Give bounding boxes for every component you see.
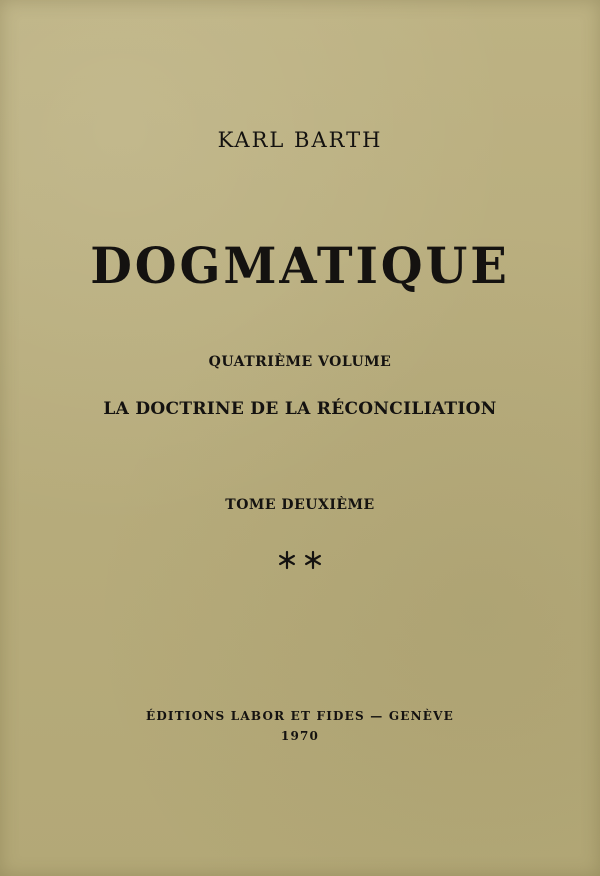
author-name: KARL BARTH [217,128,383,152]
volume-label: QUATRIÈME VOLUME [208,354,392,370]
book-title: DOGMATIQUE [90,236,510,295]
asterisk-icon [303,550,323,572]
book-subtitle: LA DOCTRINE DE LA RÉCONCILIATION [103,399,497,419]
ornament-stars [0,550,600,572]
tome-label: TOME DEUXIÈME [225,497,375,513]
asterisk-icon [277,550,297,572]
publication-year: 1970 [280,729,320,743]
publisher-line: ÉDITIONS LABOR ET FIDES — GENÈVE [145,709,455,723]
